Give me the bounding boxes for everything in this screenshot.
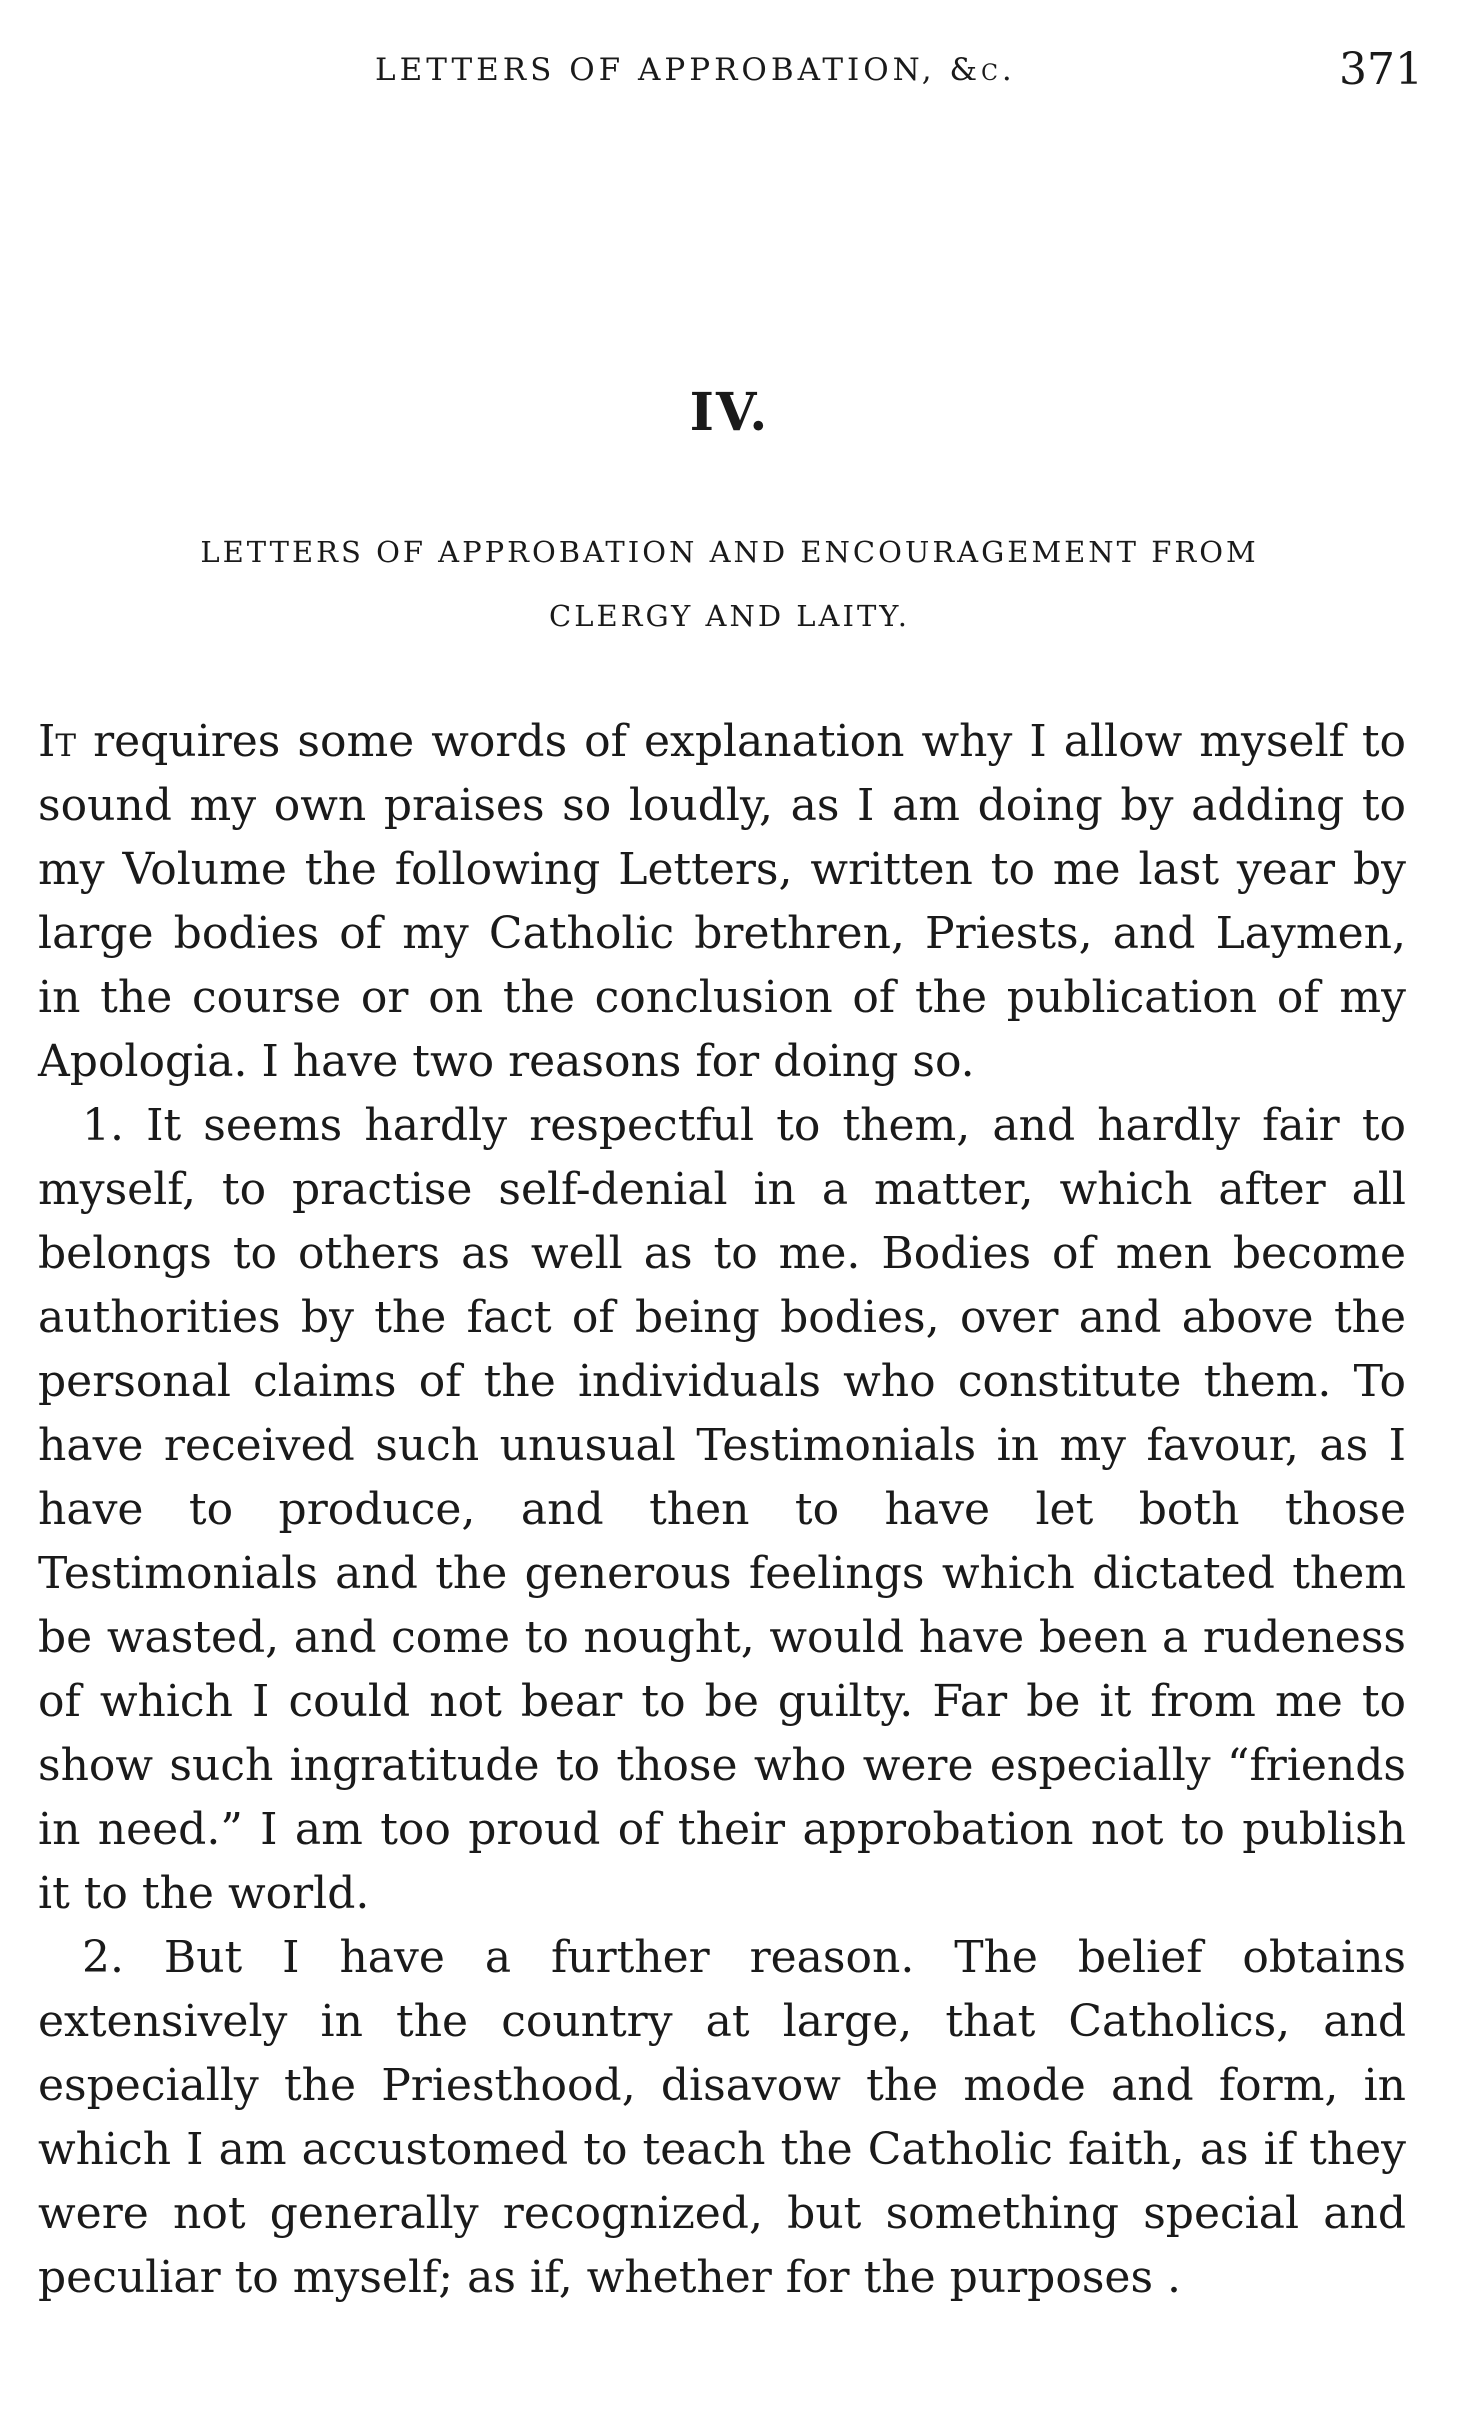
body-text [38,710,1406,2310]
running-head [0,40,1459,100]
paragraph-3: 2. But I have a further reason. The belief obtains extensively in the country at large, that Catholics, and especially the Priesthood, disavow the mode and form, in which I am accustomed to teach the Catholic faith, as if they were not generally recognized, but something special and peculiar to myself; as if, whether for the purposes . [38,1932,1406,2303]
running-title: LETTERS OF APPROBATION, &c. [375,52,1016,88]
section-heading-line-1: LETTERS OF APPROBATION AND ENCOURAGEMENT FROM [200,535,1259,569]
paragraph-1-text: requires some words of explanation why I allow myself to sound my own praises so loudly, as I am doing by adding to my Volume the following Letters, written to me last year by large bodies of my Catholic brethren, Priests, and Laymen, in the course or on the conclusion of the publication of my Apologia. I have two reasons for doing so. [38,716,1406,1087]
page-number: 371 [1339,44,1423,95]
paragraph-1 [38,710,1406,1094]
section-heading-line-2: CLERGY AND LAITY. [549,599,910,633]
paragraph-1-initial: It [38,716,77,767]
section-number: IV. [689,382,770,443]
paragraph-2: 1. It seems hardly respectful to them, and hardly fair to myself, to practise self-denial in a matter, which after all belongs to others as well as to me. Bodies of men become authorities by the fact of being bodies, over and above the personal claims of the individuals who constitute them. To have received such unusual Testimonials in my favour, as I have to produce, and then to have let both those Testimonials and the generous feelings which dictated them be wasted, and come to nought, would have been a rudeness of which I could not bear to be guilty. Far be it from me to show such ingratitude to those who were especially “friends in need.” I am too proud of their approbation not to publish it to the world. [38,1100,1406,1919]
section-heading [40,520,1419,648]
